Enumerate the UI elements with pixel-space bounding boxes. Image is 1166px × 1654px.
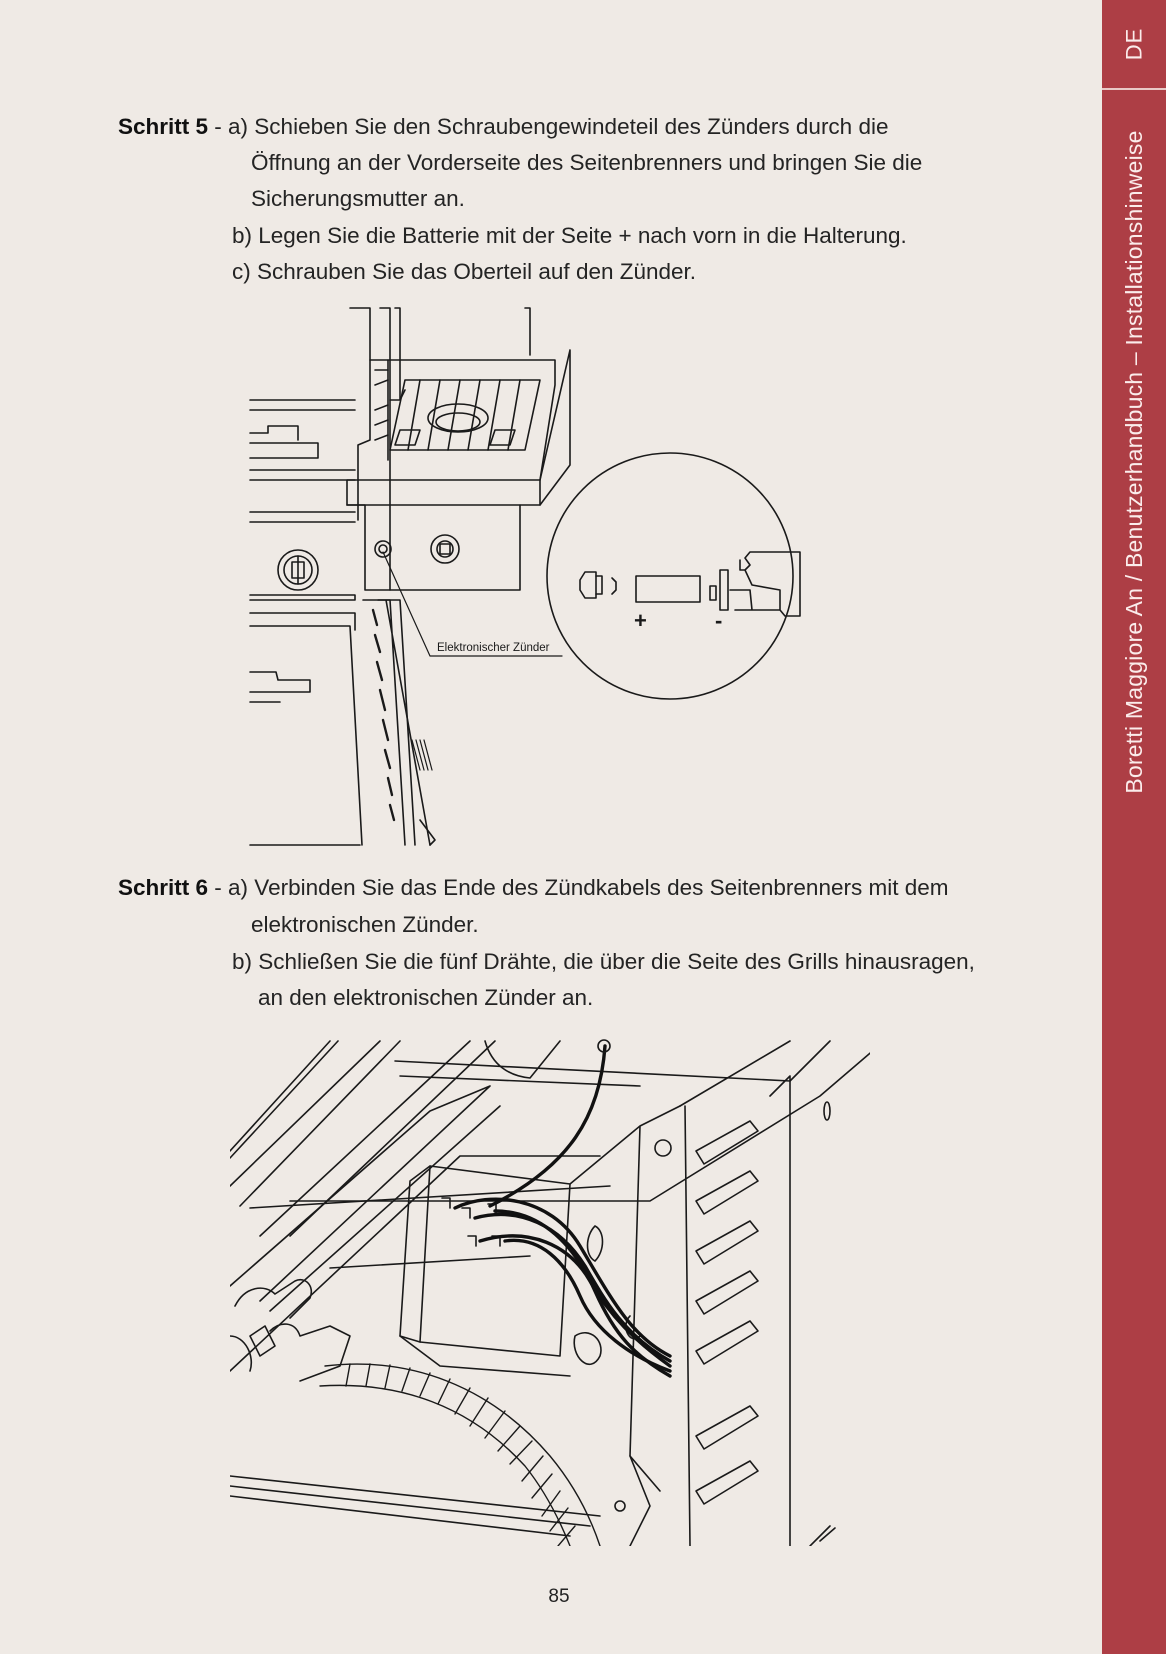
side-panel-slots-drawing xyxy=(696,1121,758,1504)
step6-b-text-2: an den elektronischen Zünder an. xyxy=(258,985,594,1010)
figure-side-burner-igniter xyxy=(240,300,840,850)
sidebar-divider xyxy=(1102,88,1166,90)
left-knob-drawing xyxy=(278,550,318,590)
language-label: DE xyxy=(1121,27,1146,61)
step6-a-text-1: Verbinden Sie das Ende des Zündkabels des Seitenbrenners mit dem xyxy=(254,875,949,900)
burner-knob-drawing xyxy=(431,535,459,563)
gas-hose-drawing xyxy=(320,1364,600,1546)
step5-label: Schritt 5 xyxy=(118,114,209,139)
step5-a-text-3: Sicherungsmutter an. xyxy=(251,186,465,211)
step5-b-text: b) Legen Sie die Batterie mit der Seite + nach vorn in die Halterung. xyxy=(232,223,907,248)
page-number: 85 xyxy=(548,1586,570,1607)
step5-a-text-2: Öffnung an der Vorderseite des Seitenbrenners und bringen Sie die xyxy=(251,150,923,175)
step5-c-text: c) Schrauben Sie das Oberteil auf den Zünder. xyxy=(232,259,697,284)
language-tab xyxy=(1102,0,1166,88)
sidebar-title: Boretti Maggiore An / Benutzerhandbuch – Installationshinweise xyxy=(1121,130,1147,794)
step6-line-a1 xyxy=(118,870,948,906)
figure-igniter-wiring xyxy=(230,1036,870,1546)
step6-a-text-2: elektronischen Zünder. xyxy=(251,912,479,937)
burner-grate-drawing xyxy=(390,380,540,450)
step5-a-prefix: - a) xyxy=(208,114,255,139)
igniter-callout-label: Elektronischer Zünder xyxy=(437,642,550,654)
step5-a-text-1: Schieben Sie den Schraubengewindeteil des Zünders durch die xyxy=(254,114,889,139)
battery-minus-label: - xyxy=(715,608,723,633)
panel-lettering-drawing xyxy=(373,610,394,820)
step6-b-text-1: b) Schließen Sie die fünf Drähte, die über die Seite des Grills hinausragen, xyxy=(232,949,975,974)
igniter-detail-circle xyxy=(547,453,800,699)
battery-plus-label: + xyxy=(634,608,647,633)
step5-line-a1 xyxy=(118,109,888,145)
step6-label: Schritt 6 xyxy=(118,875,209,900)
step6-a-prefix: - a) xyxy=(208,875,255,900)
igniter-button-drawing xyxy=(375,541,391,557)
